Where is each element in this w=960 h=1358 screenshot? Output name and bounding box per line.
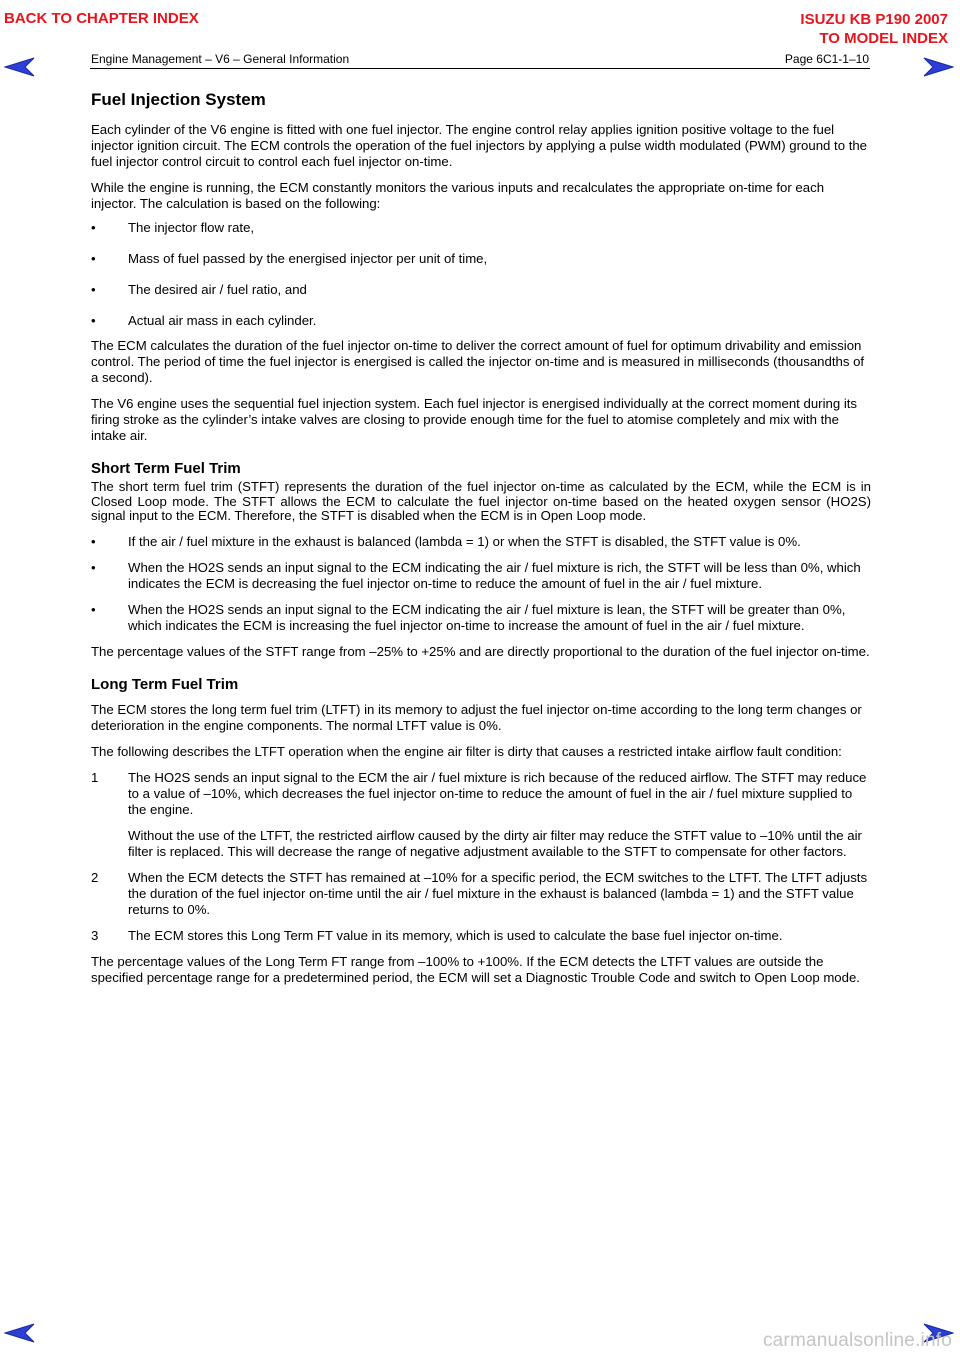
list-item-text: If the air / fuel mixture in the exhaust is balanced (lambda = 1) or when the STFT is disabled, the STFT value is 0%. xyxy=(128,533,801,549)
model-title-line2: TO MODEL INDEX xyxy=(819,30,948,47)
step-note: Without the use of the LTFT, the restricted airflow caused by the dirty air filter may reduce the STFT value to –10% until the air filter is replaced. This will decrease the range of negative adjustment available to the STFT to compensate for other factors. xyxy=(128,827,862,859)
list-item-text: Actual air mass in each cylinder. xyxy=(128,313,317,328)
paragraph: Each cylinder of the V6 engine is fitted with one fuel injector. The engine control relay applies ignition positive voltage to the fuel injector ignition circuit. The ECM controls the operation of the fuel injectors by applying a pulse width modulated (PWM) ground to the fuel injector control circuit to control each fuel injector on-time. xyxy=(91,122,868,169)
list-item-text: When the HO2S sends an input signal to the ECM indicating the air / fuel mixture is lean, the STFT will be greater than 0%, which indicates the ECM is increasing the fuel injector on-time to increase the amount of fuel in the air / fuel mixture. xyxy=(128,601,846,633)
list-item xyxy=(91,602,871,634)
fuel-injection-heading: Fuel Injection System xyxy=(91,90,266,109)
list-item xyxy=(91,534,871,550)
list-item xyxy=(91,220,871,236)
header-divider xyxy=(90,68,870,69)
prev-page-icon xyxy=(4,56,36,78)
bullet-marker: • xyxy=(91,313,96,328)
header-section-title: Engine Management – V6 – General Information xyxy=(91,52,350,66)
long-term-fuel-trim-heading: Long Term Fuel Trim xyxy=(91,675,239,693)
model-title-line1: ISUZU KB P190 2007 xyxy=(800,11,948,28)
bullet-marker: • xyxy=(91,601,96,617)
short-term-fuel-trim-heading: Short Term Fuel Trim xyxy=(91,460,241,477)
step-text: The ECM stores this Long Term FT value in its memory, which is used to calculate the base fuel injector on-time. xyxy=(128,927,783,943)
list-item xyxy=(91,282,871,298)
paragraph: The short term fuel trim (STFT) represents the duration of the fuel injector on-time as calculated by the ECM, while the ECM is in Closed Loop mode. The STFT allows the ECM to calculate the fuel injector on-time based on the heated oxygen sensor (HO2S) signal input to the ECM. Therefore, the STFT is disabled when the ECM is in Open Loop mode. xyxy=(91,479,871,523)
numbered-step xyxy=(91,770,871,818)
numbered-step xyxy=(91,870,871,918)
next-page-button-top[interactable] xyxy=(922,56,954,78)
list-item xyxy=(91,251,871,267)
paragraph: The percentage values of the STFT range from –25% to +25% and are directly proportional to the duration of the fuel injector on-time. xyxy=(91,643,870,659)
paragraph: The V6 engine uses the sequential fuel injection system. Each fuel injector is energised individually at the correct moment during its firing stroke as the cylinder’s intake valves are closing to provide enough time for the fuel to atomise completely and mix with the intake air. xyxy=(91,396,858,443)
prev-page-button-bottom[interactable] xyxy=(4,1322,36,1344)
watermark: carmanualsonline.info xyxy=(762,1330,952,1351)
paragraph: The following describes the LTFT operation when the engine air filter is dirty that causes a restricted intake airflow fault condition: xyxy=(91,743,842,759)
step-number: 1 xyxy=(91,769,99,785)
header-page-number: Page 6C1-1–10 xyxy=(784,52,869,66)
paragraph: While the engine is running, the ECM constantly monitors the various inputs and recalculates the appropriate on-time for each injector. The calculation is based on the following: xyxy=(91,180,825,211)
step-text: The HO2S sends an input signal to the ECM the air / fuel mixture is rich because of the reduced airflow. The STFT may reduce to a value of –10%, which decreases the fuel injector on-time to reduce the amount of fuel in the air / fuel mixture supplied to the engine. xyxy=(128,769,867,817)
numbered-step xyxy=(91,928,871,944)
bullet-marker: • xyxy=(91,533,96,549)
list-item xyxy=(91,313,871,329)
paragraph: The ECM stores the long term fuel trim (LTFT) in its memory to adjust the fuel injector on-time according to the long term changes or deterioration in the engine components. The normal LTFT value is 0%. xyxy=(91,701,862,733)
bullet-marker: • xyxy=(91,282,96,297)
back-to-chapter-index-link[interactable]: BACK TO CHAPTER INDEX xyxy=(4,10,199,27)
bullet-marker: • xyxy=(91,251,96,266)
list-item-text: The injector flow rate, xyxy=(128,220,255,235)
bullet-marker: • xyxy=(91,559,96,575)
paragraph: The ECM calculates the duration of the fuel injector on-time to deliver the correct amount of fuel for optimum drivability and emission control. The period of time the fuel injector is energised is called the injector on-time and is measured in milliseconds (thousandths of a second). xyxy=(91,338,865,385)
page-content xyxy=(91,90,871,996)
bullet-marker: • xyxy=(91,220,96,235)
model-index-link[interactable] xyxy=(800,10,948,48)
list-item xyxy=(91,560,871,592)
prev-page-button-top[interactable] xyxy=(4,56,36,78)
step-text: When the ECM detects the STFT has remained at –10% for a specific period, the ECM switches to the LTFT. The LTFT adjusts the duration of the fuel injector on-time until the air / fuel mixture in the exhaust is balanced (lambda = 1) and the STFT value returns to 0%. xyxy=(128,869,868,917)
list-item-text: Mass of fuel passed by the energised injector per unit of time, xyxy=(128,251,488,266)
next-page-icon xyxy=(922,56,954,78)
list-item-text: The desired air / fuel ratio, and xyxy=(128,282,307,297)
paragraph: The percentage values of the Long Term FT range from –100% to +100%. If the ECM detects the LTFT values are outside the specified percentage range for a predetermined period, the ECM will set a Diagnostic Trouble Code and switch to Open Loop mode. xyxy=(91,953,860,985)
list-item-text: When the HO2S sends an input signal to the ECM indicating the air / fuel mixture is rich, the STFT will be less than 0%, which indicates the ECM is decreasing the fuel injector on-time to reduce the amount of fuel in the air / fuel mixture. xyxy=(128,559,861,591)
step-number: 3 xyxy=(91,927,99,943)
step-number: 2 xyxy=(91,869,99,885)
prev-page-icon xyxy=(4,1322,36,1344)
